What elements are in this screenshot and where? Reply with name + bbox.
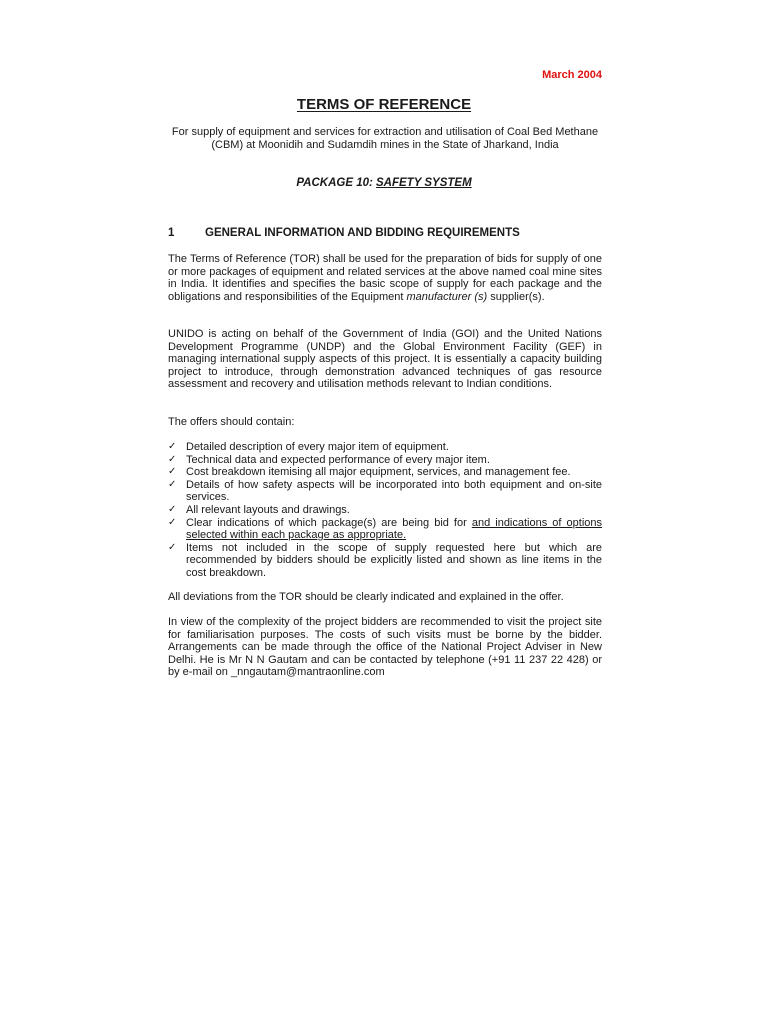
section-title: GENERAL INFORMATION AND BIDDING REQUIREMENTS xyxy=(205,227,520,239)
checkmark-icon: ✓ xyxy=(168,503,177,515)
paragraph-deviations: All deviations from the TOR should be clearly indicated and explained in the offer. xyxy=(168,591,564,603)
section-number: 1 xyxy=(168,227,175,239)
list-item xyxy=(168,542,602,580)
list-item-text: Items not included in the scope of supply requested here but which are recommended by bidders should be explicitly listed and shown as line items in the cost breakdown. xyxy=(186,541,602,579)
checkmark-icon: ✓ xyxy=(168,466,177,478)
paragraph-offers-intro: The offers should contain: xyxy=(168,416,295,428)
paragraph-tor-purpose-text: The Terms of Reference (TOR) shall be used for the preparation of bids for supply of one or more packages of equipment and related services at the above named coal mine sites in India. It identifies and specifies the basic scope of supply for each package and the obligations and responsibilities of the Equipment xyxy=(168,253,602,303)
checkmark-icon: ✓ xyxy=(168,478,177,490)
document-date: March 2004 xyxy=(542,69,602,81)
paragraph-tor-purpose-italic: manufacturer (s) xyxy=(406,290,488,303)
checkmark-icon: ✓ xyxy=(168,516,177,528)
list-item xyxy=(168,479,602,504)
checkmark-icon: ✓ xyxy=(168,453,177,465)
checkmark-icon: ✓ xyxy=(168,541,177,553)
document-title: TERMS OF REFERENCE xyxy=(296,96,472,113)
list-item xyxy=(168,466,602,479)
document-subtitle: For supply of equipment and services for extraction and utilisation of Coal Bed Methane (CBM) at Moonidih and Sudamdih mines in the State of Jharkand, India xyxy=(171,126,599,151)
offer-requirements-list xyxy=(168,441,602,580)
paragraph-unido: UNIDO is acting on behalf of the Government of India (GOI) and the United Nations Development Programme (UNDP) and the Global Environment Facility (GEF) in managing international supply aspects of this project. It is essentially a capacity building project to introduce, through demonstration advanced techniques of gas resource assessment and recovery and utilisation methods relevant to Indian conditions. xyxy=(168,328,602,391)
list-item xyxy=(168,504,602,517)
paragraph-tor-purpose xyxy=(168,253,602,303)
section-heading xyxy=(168,227,520,239)
paragraph-tor-purpose-end: supplier(s). xyxy=(487,290,545,303)
list-item-text: Technical data and expected performance of every major item. xyxy=(186,453,490,466)
checkmark-icon: ✓ xyxy=(168,441,177,452)
list-item xyxy=(168,517,602,542)
list-item-text xyxy=(186,517,602,542)
package-name: SAFETY SYSTEM xyxy=(376,177,472,189)
list-item-text: Detailed description of every major item of equipment. xyxy=(186,441,449,453)
list-item-text-underlined: and indications of options selected within each package as appropriate. xyxy=(186,516,602,542)
list-item-text: Details of how safety aspects will be incorporated into both equipment and on-site services. xyxy=(186,478,602,504)
list-item xyxy=(168,454,602,467)
list-item-text: Cost breakdown itemising all major equipment, services, and management fee. xyxy=(186,466,571,479)
paragraph-site-visit: In view of the complexity of the project bidders are recommended to visit the project site for familiarisation purposes. The costs of such visits must be borne by the bidder. Arrangements can be made through the office of the National Project Adviser in New Delhi. He is Mr N N Gautam and can be contacted by telephone (+91 11 237 22 428) or by e-mail on _nngautam@mantraonline.com xyxy=(168,616,602,679)
package-heading xyxy=(0,177,768,189)
list-item-text: All relevant layouts and drawings. xyxy=(186,503,350,516)
list-item xyxy=(168,441,602,454)
package-prefix: PACKAGE 10: xyxy=(296,177,377,189)
list-item-text-plain: Clear indications of which package(s) are being bid for xyxy=(186,516,472,529)
